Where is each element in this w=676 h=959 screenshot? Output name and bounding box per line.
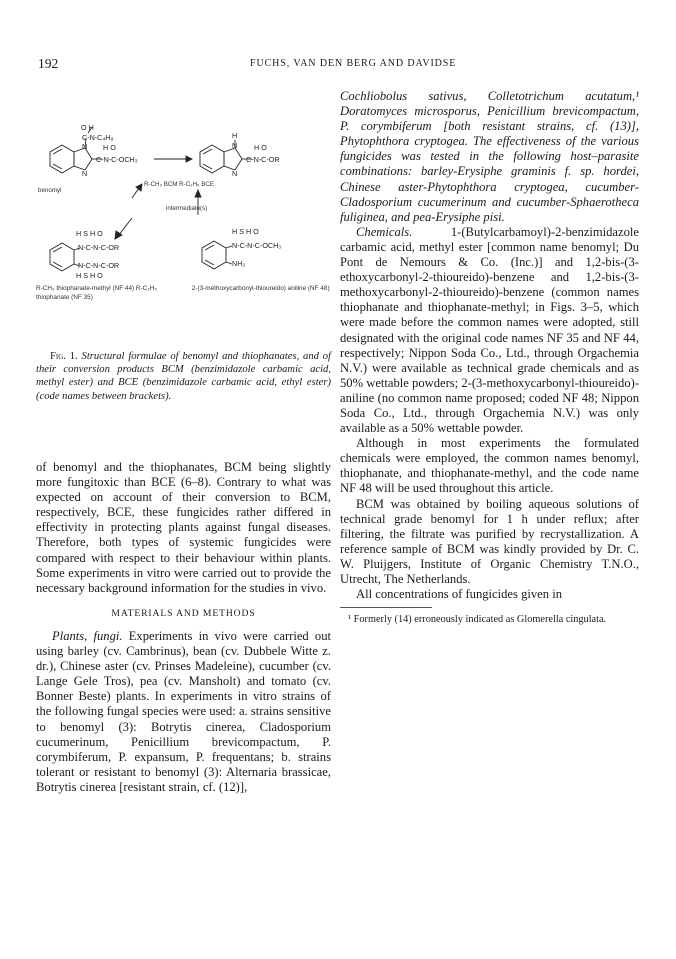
caption-label: Fig. 1.	[50, 351, 78, 362]
svg-text:H S H O: H S H O	[76, 229, 103, 238]
svg-text:H O: H O	[254, 143, 267, 152]
bcm-imidazole-ring	[224, 148, 242, 170]
atom-labels	[76, 123, 281, 278]
label-benomyl: benomyl	[38, 187, 62, 194]
svg-text:N: N	[232, 169, 238, 178]
left-paragraph-plants-fungi	[36, 629, 331, 795]
right-paragraph-formulated: Although in most experiments the formulated chemicals were employed, the common names benomyl, thiophanate, and thiophanate-methyl, and the code name NF 48 will be used throughout this article.	[340, 436, 639, 496]
svg-text:C-N-C₄H₉: C-N-C₄H₉	[82, 133, 114, 142]
svg-text:C-N-C-OCH₃: C-N-C-OCH₃	[96, 155, 138, 164]
page-number: 192	[38, 56, 59, 71]
caption-text: Structural formulae of benomyl and thiophanates, and of their conversion products BCM (benzimidazole carbamic acid, methyl ester) and BCE (benzimidazole carbamic acid, ethyl ester) (code names between brackets).	[36, 351, 331, 402]
figure-structural-formulae	[36, 118, 334, 340]
chemicals-lead: Chemicals.	[356, 224, 413, 239]
svg-text:H: H	[232, 131, 238, 140]
plants-fungi-text: Experiments in vivo were carried out using barley (cv. Cambrinus), bean (cv. Dubbele Witte z. dr.), Chinese aster (cv. Prinses Madeleine), cucumber (cv. Lange Gele Tros), pea (cv. Mansholt) and tomato (cv. Bonner Beste) plants. In experiments in vitro strains of the following fungal species were used: a. strains sensitive to benomyl (3): Botrytis cinerea, Cladosporium cucumerinum, Penicillium brevicompactum, P. corymbiferum, P. expansum, P. frequentans; b. strains tolerant or resistant to benomyl (3): Alternaria brassicae, Botrytis cinerea [resistant strain, cf. (12)],	[36, 628, 331, 794]
svg-text:N: N	[82, 169, 88, 178]
left-paragraph-1: of benomyl and the thiophanates, BCM being slightly more fungitoxic than BCE (6–8). Contrary to what was expected on account of their conversion to BCM, respectively, BCE, these fungicides rather differed in effectivity in protecting plants against fungal diseases. Therefore, both types of systemic fungicides were compared with respect to their behaviour within plants. Some experiments in vitro were carried out to provide the necessary background information for the studies in vivo.	[36, 460, 331, 595]
chemicals-text: 1-(Butylcarbamoyl)-2-benzimidazole carbamic acid, methyl ester [common name benomyl; Du Pont de Nemours & Co. (Inc.)] and 1,2-bis-(3-ethoxycarbonyl-2-thioureido)-benzene and 1,2-bis-(3-methoxycarbonyl-2-thioureido)-benzene (common names thiophanate and thiophanate-methyl; in Figs. 3–5, which were made before the common names were adopted, still designated with the original code names NF 35 and NF 44, respectively; Nippon Soda Co., Ltd., through Orgachemia N.V.) were available as technical grade chemicals and as 50% wettable powders; 2-(3-methoxycarbonyl-thioureido)-aniline (no common name proposed; coded NF 48; Nippon Soda Co., Ltd., through Orgachemia N.V.) was only available as a 50% wettable powder.	[340, 224, 640, 436]
benomyl-imidazole-ring	[74, 148, 92, 170]
svg-text:H S H O: H S H O	[232, 227, 259, 236]
figure-caption-block	[36, 350, 331, 403]
right-column	[340, 89, 639, 626]
section-heading-materials-methods: MATERIALS AND METHODS	[111, 607, 256, 619]
plants-fungi-lead: Plants, fungi.	[52, 628, 123, 643]
left-column	[36, 460, 331, 795]
svg-text:O H: O H	[81, 123, 94, 132]
svg-text:N: N	[232, 141, 238, 150]
right-paragraph-chemicals	[340, 225, 639, 436]
svg-text:N: N	[82, 142, 88, 151]
svg-text:C-N-C-OR: C-N-C-OR	[246, 155, 280, 164]
footnote-divider	[340, 607, 432, 608]
right-paragraph-concentrations: All concentrations of fungicides given in	[356, 587, 562, 602]
svg-text:N-C-N-C-OR: N-C-N-C-OR	[78, 261, 120, 270]
right-paragraph-species: Cochliobolus sativus, Colletotrichum acutatum,¹ Doratomyces microsporus, Penicillium brevicompactum, P. corymbiferum [both resistant strains, cf. (13)], Phytophthora cryptogea. The effectiveness of the various fungicides was tested in the following host–parasite combinations: barley-Erysiphe graminis f. sp. hordei, Chinese aster-Phytophthora cryptogea, cucumber-Cladosporium cucumerinum and cucumber-Sphaerotheca fuliginea, and pea-Erysiphe pisi.	[340, 89, 639, 224]
label-bcm-bce: R-CH₃ BCM R-C₂H₅ BCE	[144, 181, 214, 188]
figure-caption	[36, 350, 331, 403]
label-thiophanates: R-CH₃ thiophanate-methyl (NF 44) R-C₂H₅ thiophanate (NF 35)	[36, 285, 157, 301]
chemical-structures-diagram	[36, 118, 334, 278]
svg-text:NH₂: NH₂	[232, 259, 246, 268]
running-title: FUCHS, VAN DEN BERG AND DAVIDSE	[250, 58, 457, 69]
right-paragraph-bcm: BCM was obtained by boiling aqueous solutions of technical grade benomyl for 1 h under reflux; after filtering, the filtrate was purified by recrystallization. A reference sample of BCM was kindly provided by Dr. C. W. Pluijgers, Institute of Organic Chemistry T.N.O., Utrecht, The Netherlands.	[340, 496, 639, 586]
svg-text:N-C-N-C-OCH₃: N-C-N-C-OCH₃	[232, 241, 282, 250]
page-header	[38, 56, 658, 72]
svg-text:H O: H O	[103, 143, 116, 152]
label-intermediates: intermediate(s)	[166, 205, 208, 212]
svg-text:H S H O: H S H O	[76, 271, 103, 278]
footnote: ¹ Formerly (14) erroneously indicated as Glomerella cingulata.	[348, 614, 607, 626]
figure-bottom-labels	[36, 284, 334, 302]
label-nf48: 2-(3-methoxycarbonyl-thioureido) aniline (NF 48)	[191, 285, 330, 292]
svg-text:N-C-N-C-OR: N-C-N-C-OR	[78, 243, 120, 252]
